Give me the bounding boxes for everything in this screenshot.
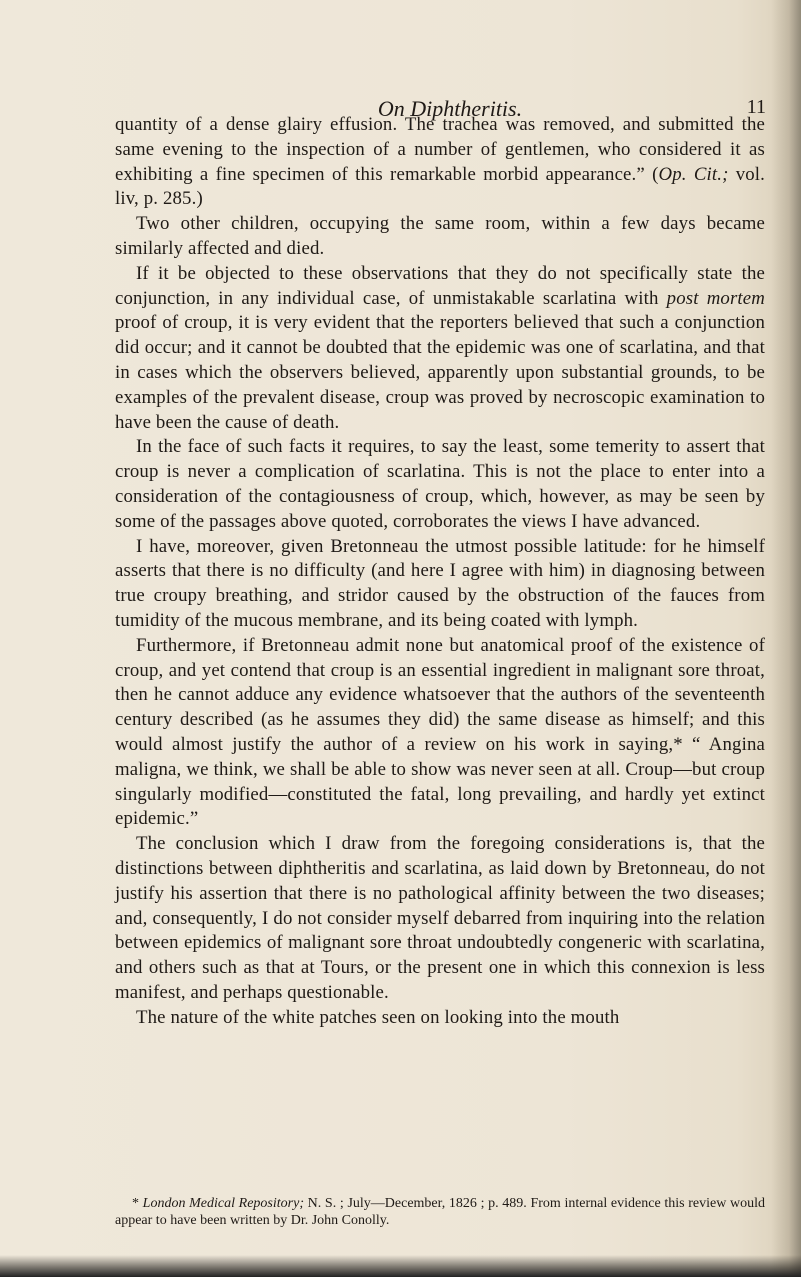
footnote-body: N. S. ; July—December, 1826 ; p. 489. From internal evidence this review would appear to have been written by Dr. John Conolly. (115, 1196, 765, 1228)
text-segment: Furthermore, if Bretonneau admit none but anatomical proof of the existence of croup, and yet contend that croup is an essential ingredient in malignant sore throat, then he cannot adduce any evidence whatsoever that the authors of the seventeenth century described (as he assumes they did) the same disease as himself; and this would almost justify the author of a review on his work in saying,* “ Angina maligna, we think, we shall be able to show was never seen at all. Croup—but croup singularly modified—constituted the fatal, long prevailing, and hardly yet extinct epidemic.” (115, 634, 765, 830)
paragraph (115, 535, 765, 634)
page-number: 11 (746, 96, 766, 118)
paragraph (115, 435, 765, 534)
text-segment: The conclusion which I draw from the foregoing considerations is, that the distinctions between diphtheritis and scarlatina, as laid down by Bretonneau, do not justify his assertion that there is no pathological affinity between the two diseases; and, consequently, I do not consider myself debarred from inquiring into the relation between epidemics of malignant sore throat undoubtedly congeneric with scarlatina, and others such as that at Tours, or the present one in which this connexion is less manifest, and perhaps questionable. (115, 833, 765, 1003)
text-segment: quantity of a dense glairy effusion. The trachea was removed, and submitted the same evening to the inspection of a number of gentlemen, who considered it as exhibiting a fine specimen of this remarkable morbid appearance.” ( (115, 114, 765, 185)
italic-text: Op. Cit.; (658, 163, 729, 185)
running-title: On Diphtheritis. (377, 96, 523, 121)
text-segment: If it be objected to these observations that they do not specifically state the conjunction, in any individual case, of unmistakable scarlatina with (115, 262, 765, 309)
body-text (115, 113, 765, 1030)
footnote (115, 1195, 765, 1229)
paragraph (115, 832, 765, 1006)
text-segment: proof of croup, it is very evident that the reporters believed that such a conjunction did occur; and it cannot be doubted that the epidemic was one of scarlatina, and that in cases which the observers believed, apparently upon substantial grounds, to be examples of the prevalent disease, croup was proved by necroscopic examination to have been the cause of death. (115, 312, 765, 433)
page-bottom-shadow (0, 1255, 801, 1277)
text-segment: Two other children, occupying the same room, within a few days became similarly affected and died. (115, 213, 765, 259)
footnote-marker: * (132, 1196, 143, 1211)
paragraph (115, 212, 765, 262)
text-segment: I have, moreover, given Bretonneau the utmost possible latitude: for he himself asserts that there is no difficulty (and here I agree with him) in diagnosing between true croupy breathing, and stridor caused by the obstruction of the fauces from tumidity of the mucous membrane, and its being coated with lymph. (115, 535, 765, 631)
italic-text: post mortem (666, 287, 765, 309)
text-segment: The nature of the white patches seen on looking into the mouth (136, 1006, 620, 1028)
paragraph (115, 1006, 765, 1031)
text-segment: In the face of such facts it requires, to say the least, some temerity to assert that croup is never a complication of scarlatina. This is not the place to enter into a consideration of the contagiousness of croup, which, however, as may be seen by some of the passages above quoted, corroborates the views I have advanced. (115, 436, 765, 532)
paragraph (115, 634, 765, 832)
paragraph (115, 113, 765, 212)
footnote-text (115, 1195, 765, 1229)
page-gutter-shadow (771, 0, 801, 1277)
paragraph (115, 262, 765, 436)
footnote-source: London Medical Repository; (142, 1196, 304, 1211)
text-segment: vol. liv, p. 285.) (115, 163, 765, 210)
